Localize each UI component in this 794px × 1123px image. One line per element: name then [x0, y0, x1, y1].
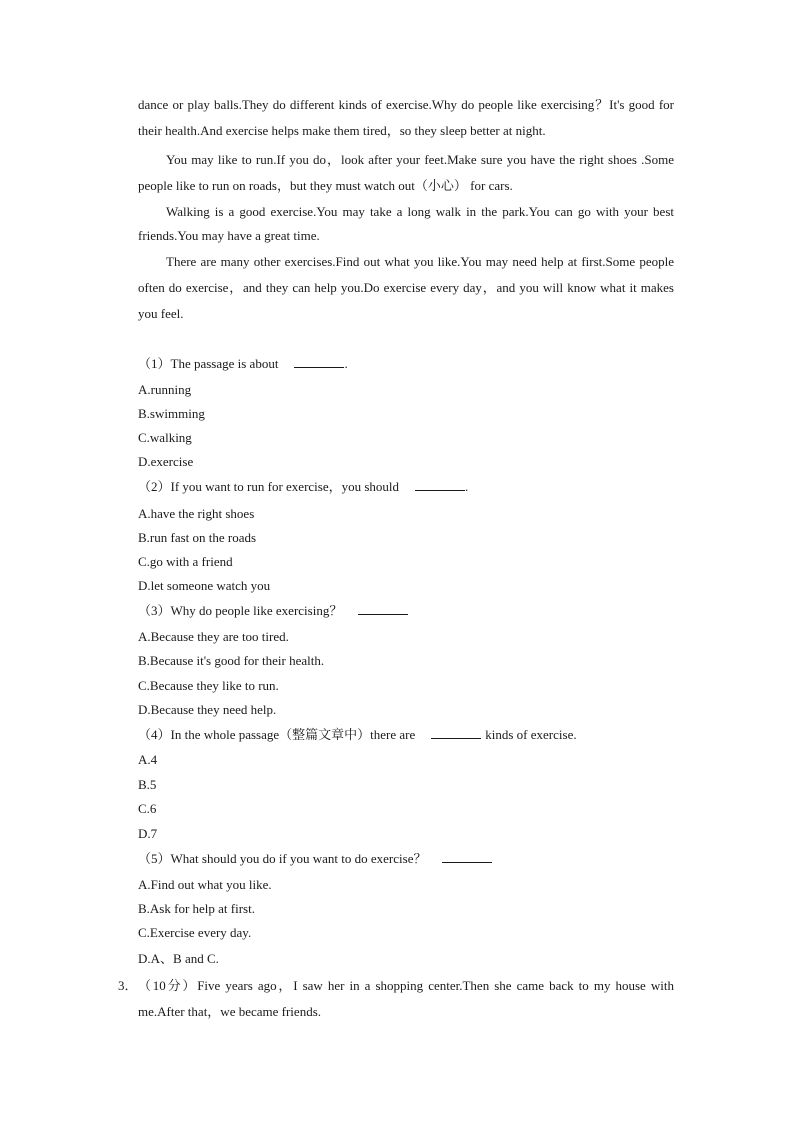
question-3-stem: （3）Why do people like exercising？ [138, 603, 343, 618]
question-1-option-a: A.running [138, 382, 192, 397]
question-3-option-d: D.Because they need help. [138, 702, 277, 717]
question-5 [138, 850, 492, 868]
question-4-option-d: D.7 [138, 826, 158, 841]
question-4 [138, 726, 577, 744]
answer-blank-3 [358, 602, 408, 615]
question-1-option-b: B.swimming [138, 406, 205, 421]
question-1-option-c: C.walking [138, 430, 192, 445]
question-4-option-a: A.4 [138, 752, 158, 767]
passage-paragraph-4: There are many other exercises.Find out what you like.You may need help at first.Some people often do exercise，and they can help you.Do exercise every day，and you will know what it makes you feel. [138, 254, 674, 321]
question-2 [138, 478, 468, 496]
passage-paragraph-2: You may like to run.If you do，look after your feet.Make sure you have the right shoes .Some people like to run on roads，but they must watch out（小心） for cars. [138, 152, 674, 193]
question-2-option-c: C.go with a friend [138, 554, 233, 569]
question-3 [138, 602, 408, 620]
passage-paragraph-1: dance or play balls.They do different kinds of exercise.Why do people like exercising？It's good for their health.And exercise helps make them tired，so they sleep better at night. [138, 97, 674, 138]
question-2-option-a: A.have the right shoes [138, 506, 255, 521]
answer-blank-2 [415, 478, 465, 491]
question-2-after: . [465, 479, 469, 494]
question-2-option-d: D.let someone watch you [138, 578, 271, 593]
item-number: 3． [118, 978, 138, 993]
question-5-stem: （5）What should you do if you want to do exercise？ [138, 851, 427, 866]
question-4-option-c: C.6 [138, 801, 157, 816]
question-5-option-c: C.Exercise every day. [138, 925, 252, 940]
question-1 [138, 355, 348, 373]
question-3-option-c: C.Because they like to run. [138, 678, 279, 693]
question-3-option-b: B.Because it's good for their health. [138, 653, 325, 668]
question-3-option-a: A.Because they are too tired. [138, 629, 289, 644]
question-1-after: . [344, 356, 348, 371]
answer-blank-4 [431, 726, 481, 739]
question-2-stem: （2）If you want to run for exercise，you should [138, 479, 400, 494]
answer-blank-5 [442, 850, 492, 863]
question-1-option-d: D.exercise [138, 454, 194, 469]
question-1-stem: （1）The passage is about [138, 356, 279, 371]
question-5-option-a: A.Find out what you like. [138, 877, 272, 892]
question-4-option-b: B.5 [138, 777, 157, 792]
question-4-stem: （4）In the whole passage（整篇文章中）there are [138, 727, 416, 742]
question-5-option-d: D.A、B and C. [138, 951, 219, 966]
question-2-option-b: B.run fast on the roads [138, 530, 257, 545]
item-3-text: （10分）Five years ago，I saw her in a shopping center.Then she came back to my house with me.After that，we became friends. [138, 978, 674, 1019]
question-5-option-b: B.Ask for help at first. [138, 901, 255, 916]
passage-paragraph-3: Walking is a good exercise.You may take a long walk in the park.You can go with your best friends.You may have a great time. [138, 204, 674, 243]
question-4-after: kinds of exercise. [485, 727, 577, 742]
answer-blank-1 [294, 355, 344, 368]
